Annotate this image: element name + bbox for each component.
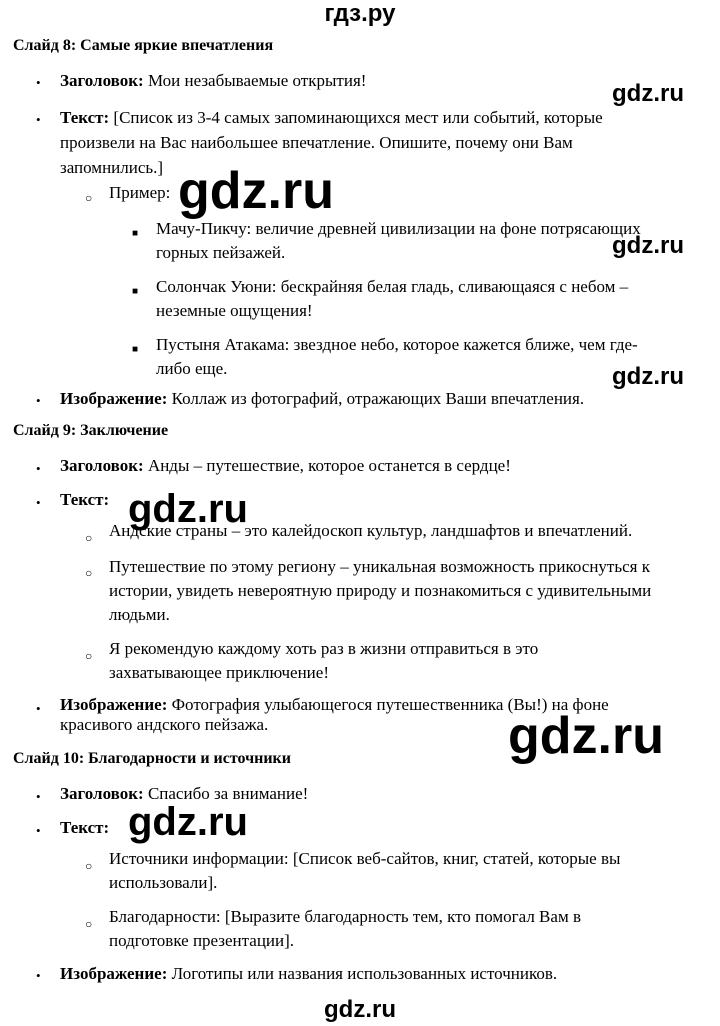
bullet-square: ■ xyxy=(132,228,139,239)
example-label: Пример: xyxy=(109,183,171,202)
bullet-disc: • xyxy=(36,461,41,476)
bullet-disc: • xyxy=(36,823,41,838)
point-line: Источники информации: [Список веб-сайтов, книг, статей, которые вы xyxy=(109,849,621,868)
watermark: gdz.ru xyxy=(612,232,684,259)
image-line: Фотография улыбающегося путешественника (Вы!) на фоне xyxy=(171,695,609,714)
image-value: Логотипы или названия использованных источников. xyxy=(171,964,558,983)
heading-label: Заголовок: xyxy=(60,71,144,90)
heading-label: Заголовок: xyxy=(60,784,144,803)
bullet-circle: ○ xyxy=(85,649,93,663)
image-label: Изображение: xyxy=(60,389,168,408)
bullet-circle: ○ xyxy=(85,917,93,931)
slide-9-heading-item xyxy=(60,453,511,479)
heading-label: Заголовок: xyxy=(60,456,144,475)
bullet-disc: • xyxy=(36,112,41,127)
point-line: истории, увидеть невероятную природу и познакомиться с удивительными xyxy=(109,581,652,600)
watermark: gdz.ru xyxy=(178,162,334,220)
example-line: Солончак Уюни: бескрайняя белая гладь, сливающаяся с небом – xyxy=(156,277,629,296)
bullet-disc: • xyxy=(36,75,41,90)
example-line: Мачу-Пикчу: величие древней цивилизации на фоне потрясающих xyxy=(156,219,641,238)
slide-10-title: Слайд 10: Благодарности и источники xyxy=(13,750,291,767)
watermark: gdz.ru xyxy=(612,363,684,390)
text-line: [Список из 3-4 самых запоминающихся мест или событий, которые xyxy=(113,108,603,127)
point-line: Благодарности: [Выразите благодарность тем, кто помогал Вам в xyxy=(109,907,581,926)
watermark: gdz.ru xyxy=(508,707,664,765)
text-line: запомнились.] xyxy=(60,158,164,177)
slide-9-title: Слайд 9: Заключение xyxy=(13,422,169,439)
point-line: подготовке презентации]. xyxy=(109,931,295,950)
watermark: gdz.ru xyxy=(612,80,684,107)
site-footer: gdz.ru xyxy=(324,996,396,1023)
slide-8-title: Слайд 8: Самые яркие впечатления xyxy=(13,37,274,54)
example-line: неземные ощущения! xyxy=(156,301,313,320)
bullet-square: ■ xyxy=(132,286,139,297)
example-line: Пустыня Атакама: звездное небо, которое кажется ближе, чем где- xyxy=(156,335,638,354)
point-line: использовали]. xyxy=(109,873,218,892)
text-line: произвели на Вас наибольшее впечатление. Опишите, почему они Вам xyxy=(60,133,573,152)
point-line: захватывающее приключение! xyxy=(109,663,329,682)
bullet-disc: • xyxy=(36,393,41,408)
example-line: либо еще. xyxy=(156,359,228,378)
bullet-disc: • xyxy=(36,495,41,510)
bullet-disc: • xyxy=(36,789,41,804)
bullet-disc: • xyxy=(36,701,41,716)
example-line: горных пейзажей. xyxy=(156,243,286,262)
bullet-circle: ○ xyxy=(85,566,93,580)
heading-value: Спасибо за внимание! xyxy=(147,784,309,803)
image-label: Изображение: xyxy=(60,964,168,983)
slide-8-text-item xyxy=(60,105,603,131)
image-label: Изображение: xyxy=(60,695,168,714)
slide-10-image-item xyxy=(60,961,557,987)
text-label: Текст: xyxy=(60,108,110,127)
slide-8-heading-item xyxy=(60,68,366,94)
text-label: Текст: xyxy=(60,490,110,509)
site-header: гдз.ру xyxy=(324,0,396,27)
point-line: Я рекомендую каждому хоть раз в жизни отправиться в это xyxy=(109,639,539,658)
image-value: Коллаж из фотографий, отражающих Ваши впечатления. xyxy=(171,389,585,408)
text-label: Текст: xyxy=(60,818,110,837)
point-line: Путешествие по этому региону – уникальная возможность прикоснуться к xyxy=(109,557,650,576)
bullet-square: ■ xyxy=(132,344,139,355)
heading-value: Мои незабываемые открытия! xyxy=(147,71,367,90)
point-line: Андские страны – это калейдоскоп культур, ландшафтов и впечатлений. xyxy=(109,521,633,540)
watermark: gdz.ru xyxy=(128,487,248,531)
slide-8-image-item xyxy=(60,386,584,412)
point-line: людьми. xyxy=(109,605,170,624)
heading-value: Анды – путешествие, которое останется в сердце! xyxy=(147,456,511,475)
bullet-disc: • xyxy=(36,968,41,983)
bullet-circle: ○ xyxy=(85,531,93,545)
bullet-circle: ○ xyxy=(85,859,93,873)
image-line: красивого андского пейзажа. xyxy=(60,715,269,734)
watermark: gdz.ru xyxy=(128,800,248,844)
bullet-circle: ○ xyxy=(85,191,93,205)
